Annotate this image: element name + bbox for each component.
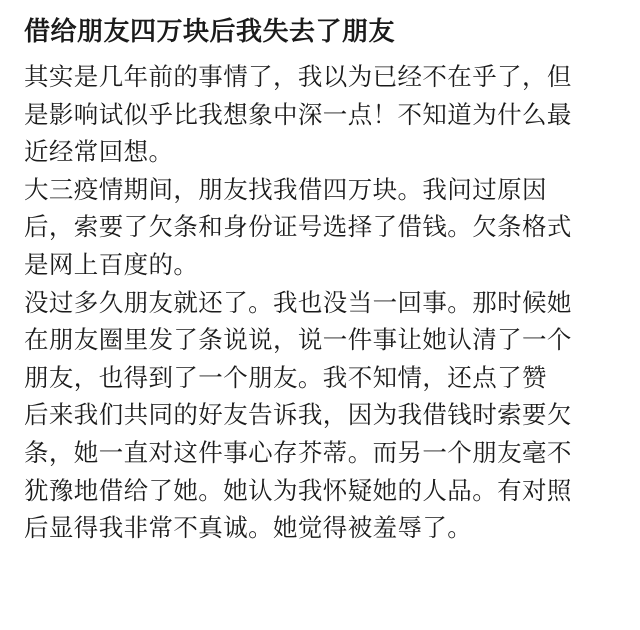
body-line: 后来我们共同的好友告诉我，因为我借钱时索要欠 — [24, 400, 572, 430]
post-body — [24, 58, 616, 547]
body-line: 没过多久朋友就还了。我也没当一回事。那时候她 — [24, 287, 572, 317]
body-line: 犹豫地借给了她。她认为我怀疑她的人品。有对照 — [24, 475, 572, 505]
body-line: 朋友，也得到了一个朋友。我不知情，还点了赞 — [24, 362, 547, 392]
body-line: 近经常回想。 — [24, 137, 174, 167]
body-line: 后显得我非常不真诚。她觉得被羞辱了。 — [24, 513, 473, 543]
body-line: 是影响试似乎比我想象中深一点！不知道为什么最 — [24, 99, 572, 129]
body-line: 后，索要了欠条和身份证号选择了借钱。欠条格式 — [24, 212, 572, 242]
body-line: 大三疫情期间，朋友找我借四万块。我问过原因 — [24, 174, 547, 204]
post-title: 借给朋友四万块后我失去了朋友 — [24, 17, 396, 47]
body-line: 在朋友圈里发了条说说，说一件事让她认清了一个 — [24, 325, 572, 355]
body-line: 条，她一直对这件事心存芥蒂。而另一个朋友毫不 — [24, 437, 572, 467]
body-line: 是网上百度的。 — [24, 249, 199, 279]
body-line: 其实是几年前的事情了，我以为已经不在乎了，但 — [24, 62, 572, 91]
